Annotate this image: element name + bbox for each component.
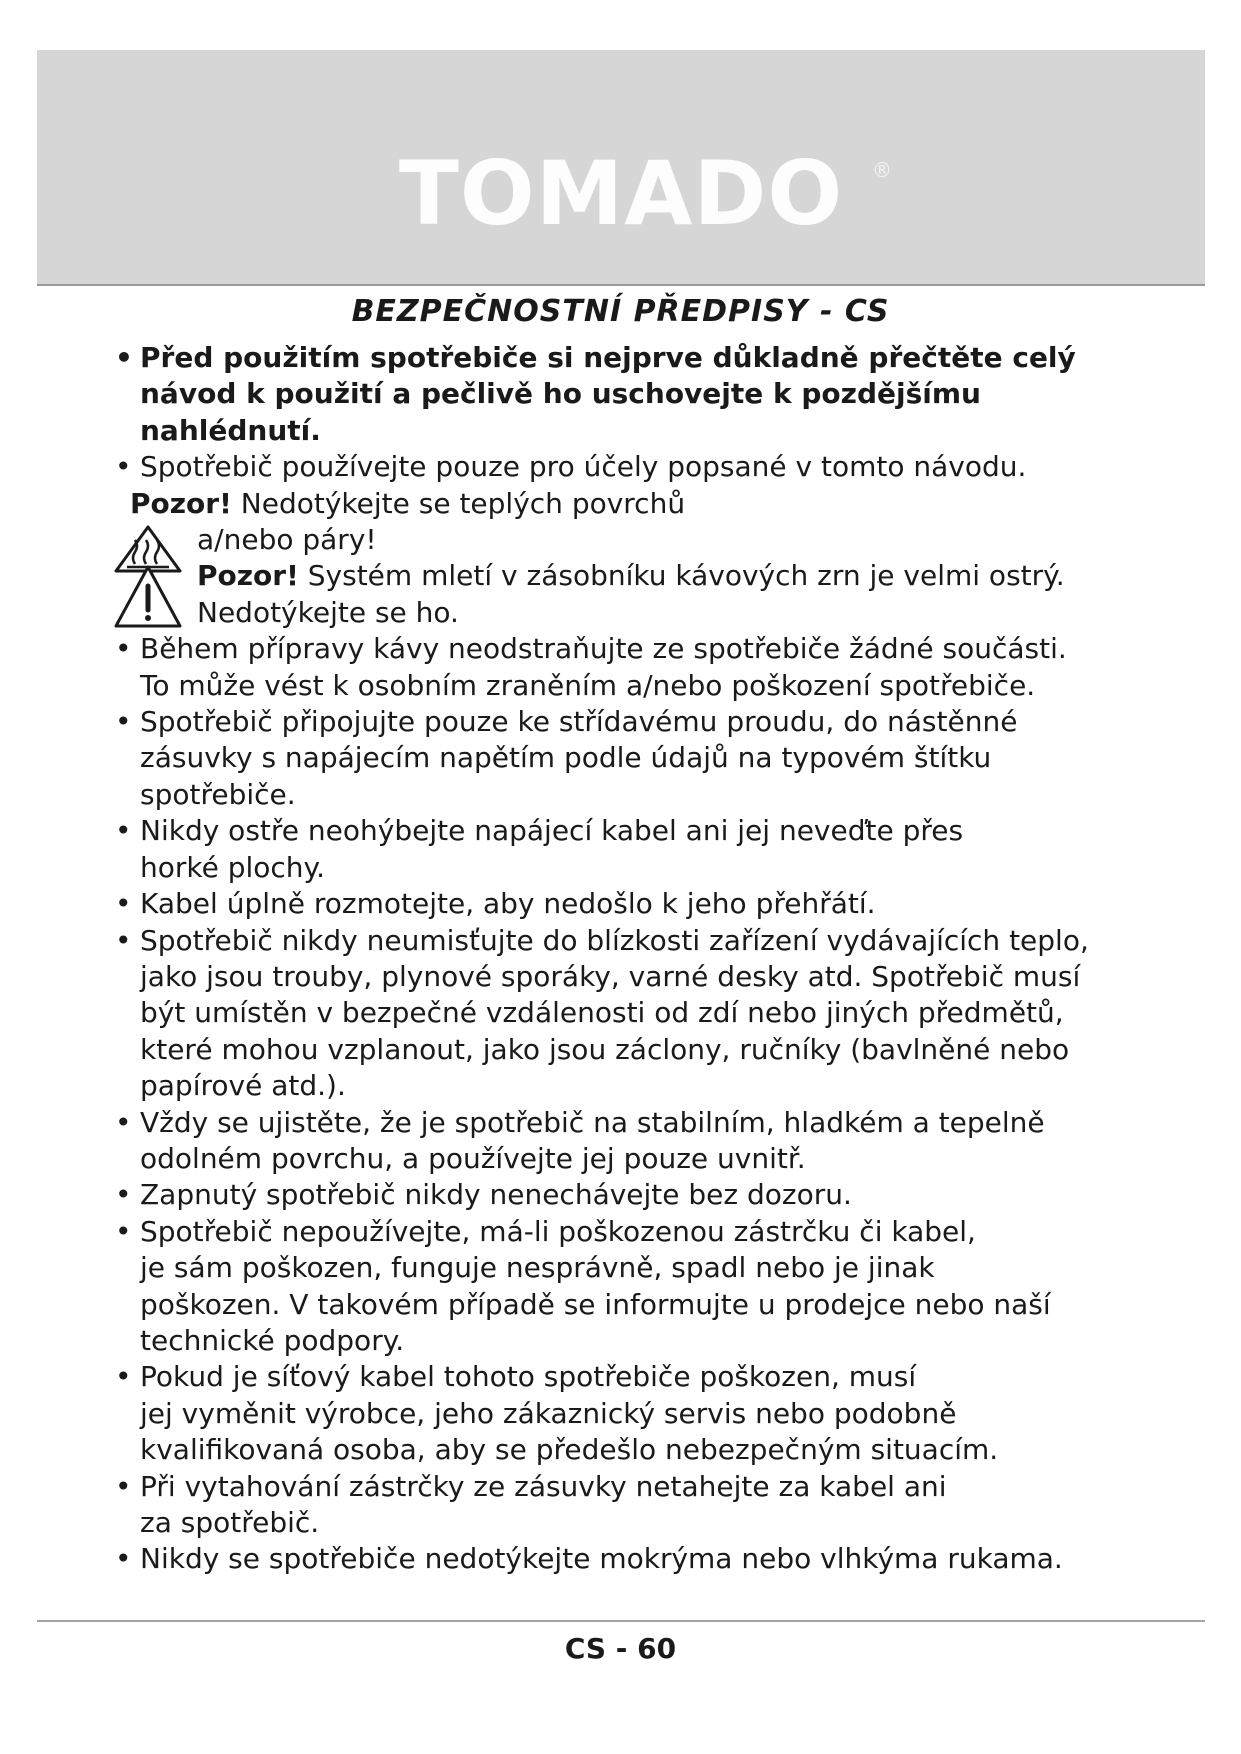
bullet: • [115,632,132,666]
list-item [115,631,1135,704]
list-item [115,1541,1135,1577]
list-item-line: papírové atd.). [140,1069,346,1103]
header-banner [37,50,1205,286]
list-item-line: Spotřebič nepoužívejte, má-li poškozenou zástrčku či kabel, [140,1214,976,1248]
warning-text: Nedotýkejte se ho. [197,595,459,629]
list-item-line: Nikdy ostře neohýbejte napájecí kabel ani jej neveďte přes [140,814,964,848]
list-item [115,704,1135,813]
purpose-item [115,449,1135,485]
bullet: • [115,887,132,921]
hot-surface-warning [115,486,1135,559]
list-item-line: Zapnutý spotřebič nikdy nenechávejte bez dozoru. [140,1178,852,1212]
page-title: BEZPEČNOSTNÍ PŘEDPISY - CS [351,294,890,329]
safety-list [115,631,1135,1578]
warning-text: Nedotýkejte se teplých povrchů [231,486,686,520]
list-item-line: Spotřebič nikdy neumisťujte do blízkosti zařízení vydávajících teplo, [140,923,1089,957]
list-item-line: spotřebiče. [140,777,296,811]
list-item-line: Během přípravy kávy neodstraňujte ze spotřebiče žádné součásti. [140,632,1067,666]
list-item-line: technické podpory. [140,1323,405,1357]
bullet: • [115,1469,132,1503]
warning-label: Pozor! [197,559,299,593]
list-item [115,1214,1135,1360]
warning-label: Pozor! [130,486,232,520]
list-item [115,886,1135,922]
list-item-line: To může vést k osobním zraněním a/nebo poškození spotřebiče. [140,668,1036,702]
bullet: • [115,1542,132,1576]
bullet: • [115,1214,132,1248]
list-item-line: být umístěn v bezpečné vzdálenosti od zdí nebo jiných předmětů, [140,996,1064,1030]
list-item-line: odolném povrchu, a používejte jej pouze uvnitř. [140,1141,806,1175]
bullet: • [115,450,132,484]
list-item [115,1177,1135,1213]
list-item [115,1359,1135,1468]
list-item-line: Kabel úplně rozmotejte, aby nedošlo k jeho přehřátí. [140,887,876,921]
grinder-warning [115,558,1135,631]
bullet: • [115,1105,132,1139]
list-item-line: zásuvky s napájecím napětím podle údajů na typovém štítku [140,741,992,775]
list-item-line: které mohou vzplanout, jako jsou záclony, ručníky (bavlněné nebo [140,1032,1070,1066]
safety-content [115,340,1135,1578]
purpose-text: Spotřebič používejte pouze pro účely popsané v tomto návodu. [140,450,1027,484]
list-item-line: jako jsou trouby, plynové sporáky, varné desky atd. Spotřebič musí [140,959,1081,993]
list-item-line: kvalifikovaná osoba, aby se předešlo nebezpečným situacím. [140,1433,999,1467]
list-item-line: poškozen. V takovém případě se informujte u prodejce nebo naší [140,1287,1051,1321]
bullet: • [115,705,132,739]
list-item-line: Pokud je síťový kabel tohoto spotřebiče poškozen, musí [140,1360,917,1394]
list-item-line: je sám poškozen, funguje nesprávně, spadl nebo je jinak [140,1251,935,1285]
list-item-line: Při vytahování zástrčky ze zásuvky netahejte za kabel ani [140,1469,947,1503]
warning-triangle-icon [113,564,183,630]
list-item [115,813,1135,886]
list-item [115,1105,1135,1178]
bullet: • [115,814,132,848]
bullet: • [115,341,133,374]
bullet: • [115,1178,132,1212]
brand-logo: TOMADO [398,142,844,245]
registered-mark: ® [872,158,892,182]
list-item [115,923,1135,1105]
list-item-line: jej vyměnit výrobce, jeho zákaznický servis nebo podobně [140,1396,957,1430]
intro-line: Před použitím spotřebiče si nejprve důkladně přečtěte celý [140,341,1076,374]
bullet: • [115,923,132,957]
intro-line: návod k použití a pečlivě ho uschovejte k pozdějšímu nahlédnutí. [140,377,981,447]
list-item-line: horké plochy. [140,850,326,884]
list-item-line: Vždy se ujistěte, že je spotřebič na stabilním, hladkém a tepelně [140,1105,1045,1139]
warning-text: Systém mletí v zásobníku kávových zrn je velmi ostrý. [298,559,1065,593]
list-item-line: Nikdy se spotřebiče nedotýkejte mokrýma nebo vlhkýma rukama. [140,1542,1063,1576]
warning-text: a/nebo páry! [197,523,377,557]
list-item-line: za spotřebič. [140,1506,320,1539]
list-item [115,1469,1135,1542]
page-number: CS - 60 [564,1632,677,1665]
intro-item [115,340,1135,449]
footer-divider [37,1620,1205,1622]
bullet: • [115,1360,132,1394]
list-item-line: Spotřebič připojujte pouze ke střídavému proudu, do nástěnné [140,705,1018,739]
